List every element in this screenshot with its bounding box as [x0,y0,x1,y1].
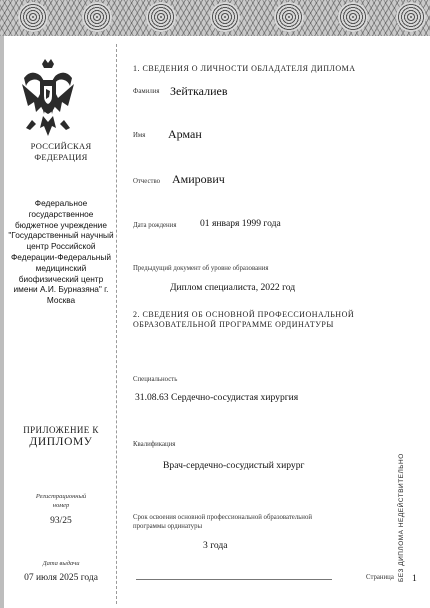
document-title-line2: ДИПЛОМУ [29,436,93,448]
document-title-line1: ПРИЛОЖЕНИЕ К [23,425,99,435]
rosette-ornament [18,2,48,32]
left-edge-strip [0,36,4,608]
rosette-ornament [396,2,426,32]
validity-note: БЕЗ ДИПЛОМА НЕДЕЙСТВИТЕЛЬНО [398,453,405,582]
country-name: РОССИЙСКАЯ ФЕДЕРАЦИЯ [30,141,92,162]
registration-number-label: Регистрационный номер [35,493,87,509]
birth-date-label: Дата рождения [133,222,177,229]
column-divider [116,44,117,604]
section2-heading-line1: 2. СВЕДЕНИЯ ОБ ОСНОВНОЙ ПРОФЕССИОНАЛЬНОЙ [133,310,355,319]
duration-value: 3 года [203,540,228,551]
name-value: Арман [168,127,202,141]
decorative-border [0,0,430,36]
rosette-ornament [82,2,112,32]
rosette-ornament [338,2,368,32]
qualification-label: Квалификация [133,441,176,448]
section1-heading: 1. СВЕДЕНИЯ О ЛИЧНОСТИ ОБЛАДАТЕЛЯ ДИПЛОМА [133,64,356,73]
page-number: 1 [412,573,417,584]
duration-label-line2: программы ординатуры [133,523,203,530]
specialty-label: Специальность [133,376,178,383]
surname-value: Зейткалиев [170,84,228,98]
rosette-ornament [210,2,240,32]
birth-date-value: 01 января 1999 года [200,218,281,229]
organization-name: Федеральное государственное бюджетное учреждение "Государственный научный центр Российской Федерации-Федеральный медицинский биофизический центр имени А.И. Бурназяна" г. Москва [8,198,114,306]
name-label: Имя [133,132,146,139]
issue-date: 07 июля 2025 года [24,573,98,583]
rosette-ornament [274,2,304,32]
page-label: Страница [366,574,394,581]
coat-of-arms-icon [20,58,76,142]
patronymic-value: Амирович [172,172,225,186]
document-title [6,424,116,448]
previous-document-value: Диплом специалиста, 2022 год [170,282,296,293]
surname-label: Фамилия [133,88,160,95]
section2-heading-line2: ОБРАЗОВАТЕЛЬНОЙ ПРОГРАММЕ ОРДИНАТУРЫ [133,320,334,329]
signature-line [136,579,332,580]
patronymic-label: Отчество [133,178,161,185]
specialty-value: 31.08.63 Сердечно-сосудистая хирургия [135,392,299,403]
issue-date-label: Дата выдачи [42,560,80,567]
duration-label-line1: Срок освоения основной профессиональной образовательной [133,514,312,521]
qualification-value: Врач-сердечно-сосудистый хирург [163,460,305,471]
rosette-ornament [146,2,176,32]
registration-number: 93/25 [50,516,72,526]
previous-document-label: Предыдущий документ об уровне образования [133,265,269,272]
